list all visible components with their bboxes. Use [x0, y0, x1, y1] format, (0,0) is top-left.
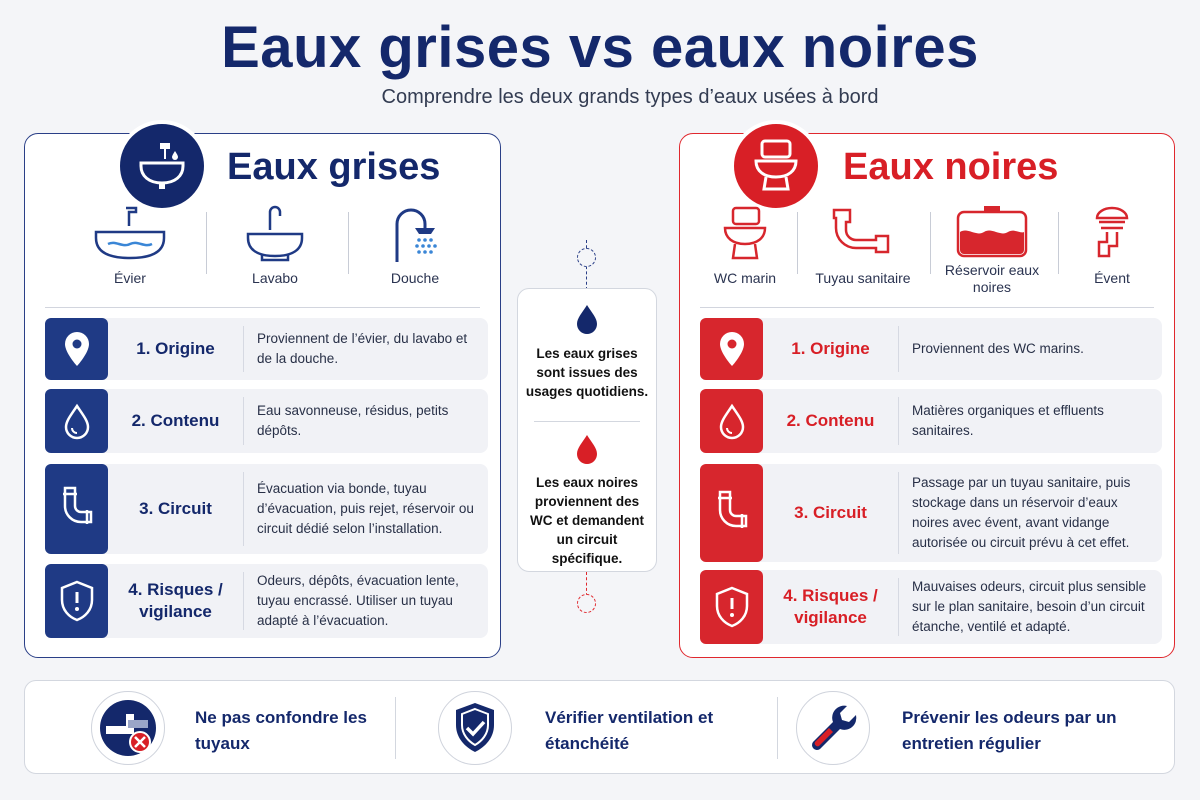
sanitary-hose-icon: [828, 204, 898, 264]
row-text: Évacuation via bonde, tuyau d’évacuation, puis rejet, réservoir ou circuit dédié selon l’installation.: [257, 481, 474, 536]
grey-row-circuit: [45, 464, 488, 554]
grey-row-risques: [45, 564, 488, 638]
tips-bar: [24, 680, 1175, 774]
shield-warning-icon: [700, 570, 763, 644]
row-text: Eau savonneuse, résidus, petits dépôts.: [257, 403, 449, 438]
shield-warning-icon: [45, 564, 108, 638]
source-douche: [375, 204, 455, 287]
grey-water-panel: [24, 133, 501, 658]
pipe-no-mix-icon: [91, 691, 165, 765]
row-label: 2. Contenu: [131, 411, 220, 430]
tip-ventilation: [396, 681, 786, 775]
grey-row-origine: [45, 318, 488, 380]
source-label: Tuyau sanitaire: [815, 270, 911, 286]
holding-tank-icon: [954, 204, 1030, 260]
row-text: Matières organiques et effluents sanitaires.: [912, 403, 1104, 438]
row-text: Odeurs, dépôts, évacuation lente, tuyau encrassé. Utiliser un tuyau adapté à l’évacuation.: [257, 573, 459, 628]
toilet-icon: [715, 204, 775, 264]
black-row-origine: [700, 318, 1162, 380]
source-label: WC marin: [713, 270, 777, 286]
tip-pipes: [25, 681, 395, 775]
page-subtitle: Comprendre les deux grands types d’eaux usées à bord: [381, 86, 879, 108]
row-label: 1. Origine: [136, 339, 215, 358]
sink-faucet-icon: [116, 120, 208, 212]
grey-note: Les eaux grises sont issues des usages quotidiens.: [525, 346, 649, 399]
washbasin-icon: [240, 204, 310, 264]
black-water-panel: [679, 133, 1175, 658]
source-label: Lavabo: [252, 270, 298, 286]
tip-entretien: [778, 681, 1174, 775]
source-tuyau: [808, 204, 918, 287]
row-label: 2. Contenu: [786, 411, 875, 430]
black-row-risques: [700, 570, 1162, 644]
grey-sources: [25, 204, 500, 300]
wrench-icon: [796, 691, 870, 765]
location-pin-icon: [700, 318, 763, 380]
row-label: 3. Circuit: [139, 499, 212, 518]
row-text: Passage par un tuyau sanitaire, puis stockage dans un réservoir d’eaux noires avec évent, avant vidange autorisée ou circuit prévu à cet effet.: [912, 475, 1131, 550]
source-evier: [85, 204, 175, 287]
vent-icon: [1087, 204, 1137, 264]
row-label: 4. Risques / vigilance: [128, 580, 223, 621]
toilet-icon: [730, 120, 822, 212]
location-pin-icon: [45, 318, 108, 380]
water-drop-icon: [700, 389, 763, 453]
black-note: Les eaux noires proviennent des WC et demandent un circuit spécifique.: [529, 475, 644, 566]
row-label: 3. Circuit: [794, 503, 867, 522]
pipe-icon: [700, 464, 763, 562]
black-sources: [680, 204, 1174, 300]
source-label: Évier: [114, 270, 146, 286]
row-text: Proviennent des WC marins.: [912, 341, 1084, 356]
source-wc: [700, 204, 790, 287]
black-panel-title: Eaux noires: [843, 146, 1059, 188]
black-row-contenu: [700, 389, 1162, 453]
tip-text: Ne pas confondre les tuyaux: [195, 708, 367, 753]
kitchen-sink-icon: [90, 204, 170, 264]
page-title: Eaux grises vs eaux noires: [221, 15, 979, 80]
water-drop-icon: [45, 389, 108, 453]
row-text: Mauvaises odeurs, circuit plus sensible sur le plan sanitaire, besoin d’un circuit étanche, ventilé et adapté.: [912, 579, 1147, 634]
row-text: Proviennent de l’évier, du lavabo et de la douche.: [257, 331, 468, 366]
tip-text: Vérifier ventilation et étanchéité: [545, 708, 714, 753]
row-label: 4. Risques / vigilance: [783, 586, 878, 627]
source-reservoir: [942, 204, 1042, 296]
black-row-circuit: [700, 464, 1162, 562]
grey-panel-title: Eaux grises: [227, 146, 441, 188]
source-label: Évent: [1094, 270, 1130, 286]
source-lavabo: [235, 204, 315, 287]
blue-drop-icon: [575, 303, 599, 335]
comparison-card: [517, 288, 657, 572]
shield-check-icon: [438, 691, 512, 765]
grey-row-contenu: [45, 389, 488, 453]
pipe-icon: [45, 464, 108, 554]
tip-text: Prévenir les odeurs par un entretien régulier: [902, 708, 1117, 753]
red-drop-icon: [575, 433, 599, 465]
source-label: Douche: [390, 270, 440, 286]
source-label: Réservoir eaux noires: [944, 262, 1040, 295]
row-label: 1. Origine: [791, 339, 870, 358]
source-event: [1072, 204, 1152, 287]
shower-icon: [385, 204, 445, 264]
